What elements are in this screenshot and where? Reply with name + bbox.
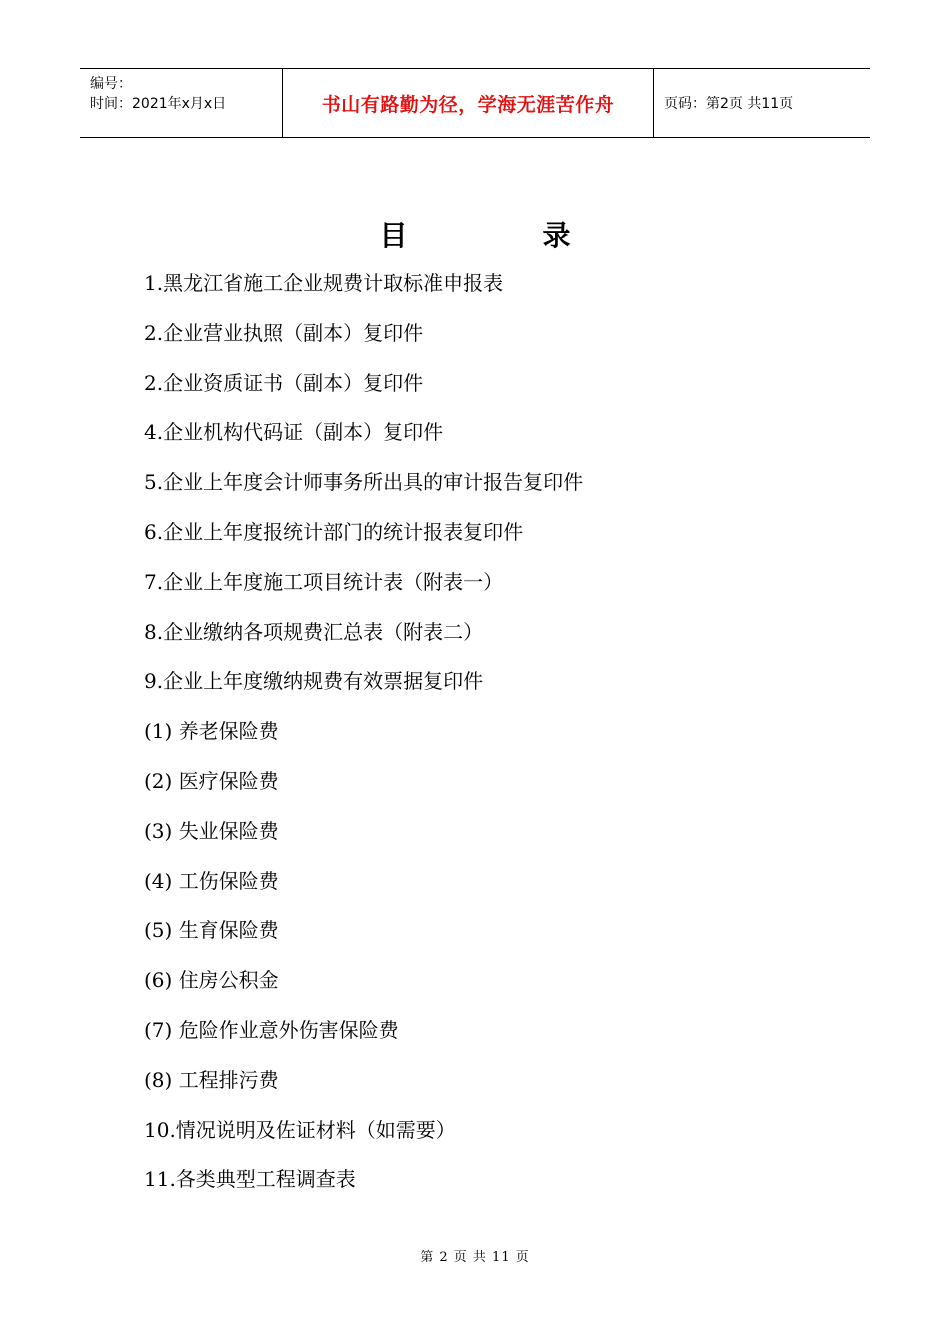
- toc-item: 4.企业机构代码证（副本）复印件: [144, 420, 444, 445]
- toc-subitem: (1) 养老保险费: [144, 719, 279, 744]
- toc-subitem: (4) 工伤保险费: [144, 868, 279, 893]
- toc-item: 10.情况说明及佐证材料（如需要）: [144, 1117, 456, 1142]
- toc-item: 7.企业上年度施工项目统计表（附表一）: [144, 569, 504, 594]
- title-char-2: 录: [542, 219, 571, 252]
- toc-item: 5.企业上年度会计师事务所出具的审计报告复印件: [144, 470, 584, 495]
- toc-item: 1.黑龙江省施工企业规费计取标准申报表: [144, 271, 504, 295]
- table-of-contents: [144, 262, 583, 1208]
- page-title: [0, 214, 950, 254]
- toc-item: 6.企业上年度报统计部门的统计报表复印件: [144, 519, 524, 544]
- toc-subitem: (6) 住房公积金: [144, 968, 279, 993]
- header-meta: [80, 69, 282, 137]
- document-date: 时间：2021年x月x日: [90, 96, 227, 112]
- toc-subitem: (2) 医疗保险费: [144, 768, 279, 793]
- toc-item: 8.企业缴纳各项规费汇总表（附表二）: [144, 619, 484, 644]
- header-motto: 书山有路勤为径，学海无涯苦作舟: [282, 69, 654, 137]
- toc-subitem: (7) 危险作业意外伤害保险费: [144, 1017, 399, 1042]
- title-char-1: 目: [379, 219, 408, 252]
- page-header: [80, 68, 870, 138]
- toc-subitem: (5) 生育保险费: [144, 918, 279, 943]
- header-page-info: 页码：第2页 共11页: [664, 96, 794, 112]
- toc-item: 2.企业资质证书（副本）复印件: [144, 370, 424, 395]
- toc-item: 2.企业营业执照（副本）复印件: [144, 320, 424, 345]
- document-number-label: 编号：: [90, 76, 132, 92]
- page-footer: 第 2 页 共 11 页: [420, 1250, 530, 1265]
- toc-item: 9.企业上年度缴纳规费有效票据复印件: [144, 669, 484, 694]
- toc-item: 11.各类典型工程调查表: [144, 1167, 356, 1192]
- toc-subitem: (8) 工程排污费: [144, 1067, 279, 1092]
- toc-subitem: (3) 失业保险费: [144, 818, 279, 843]
